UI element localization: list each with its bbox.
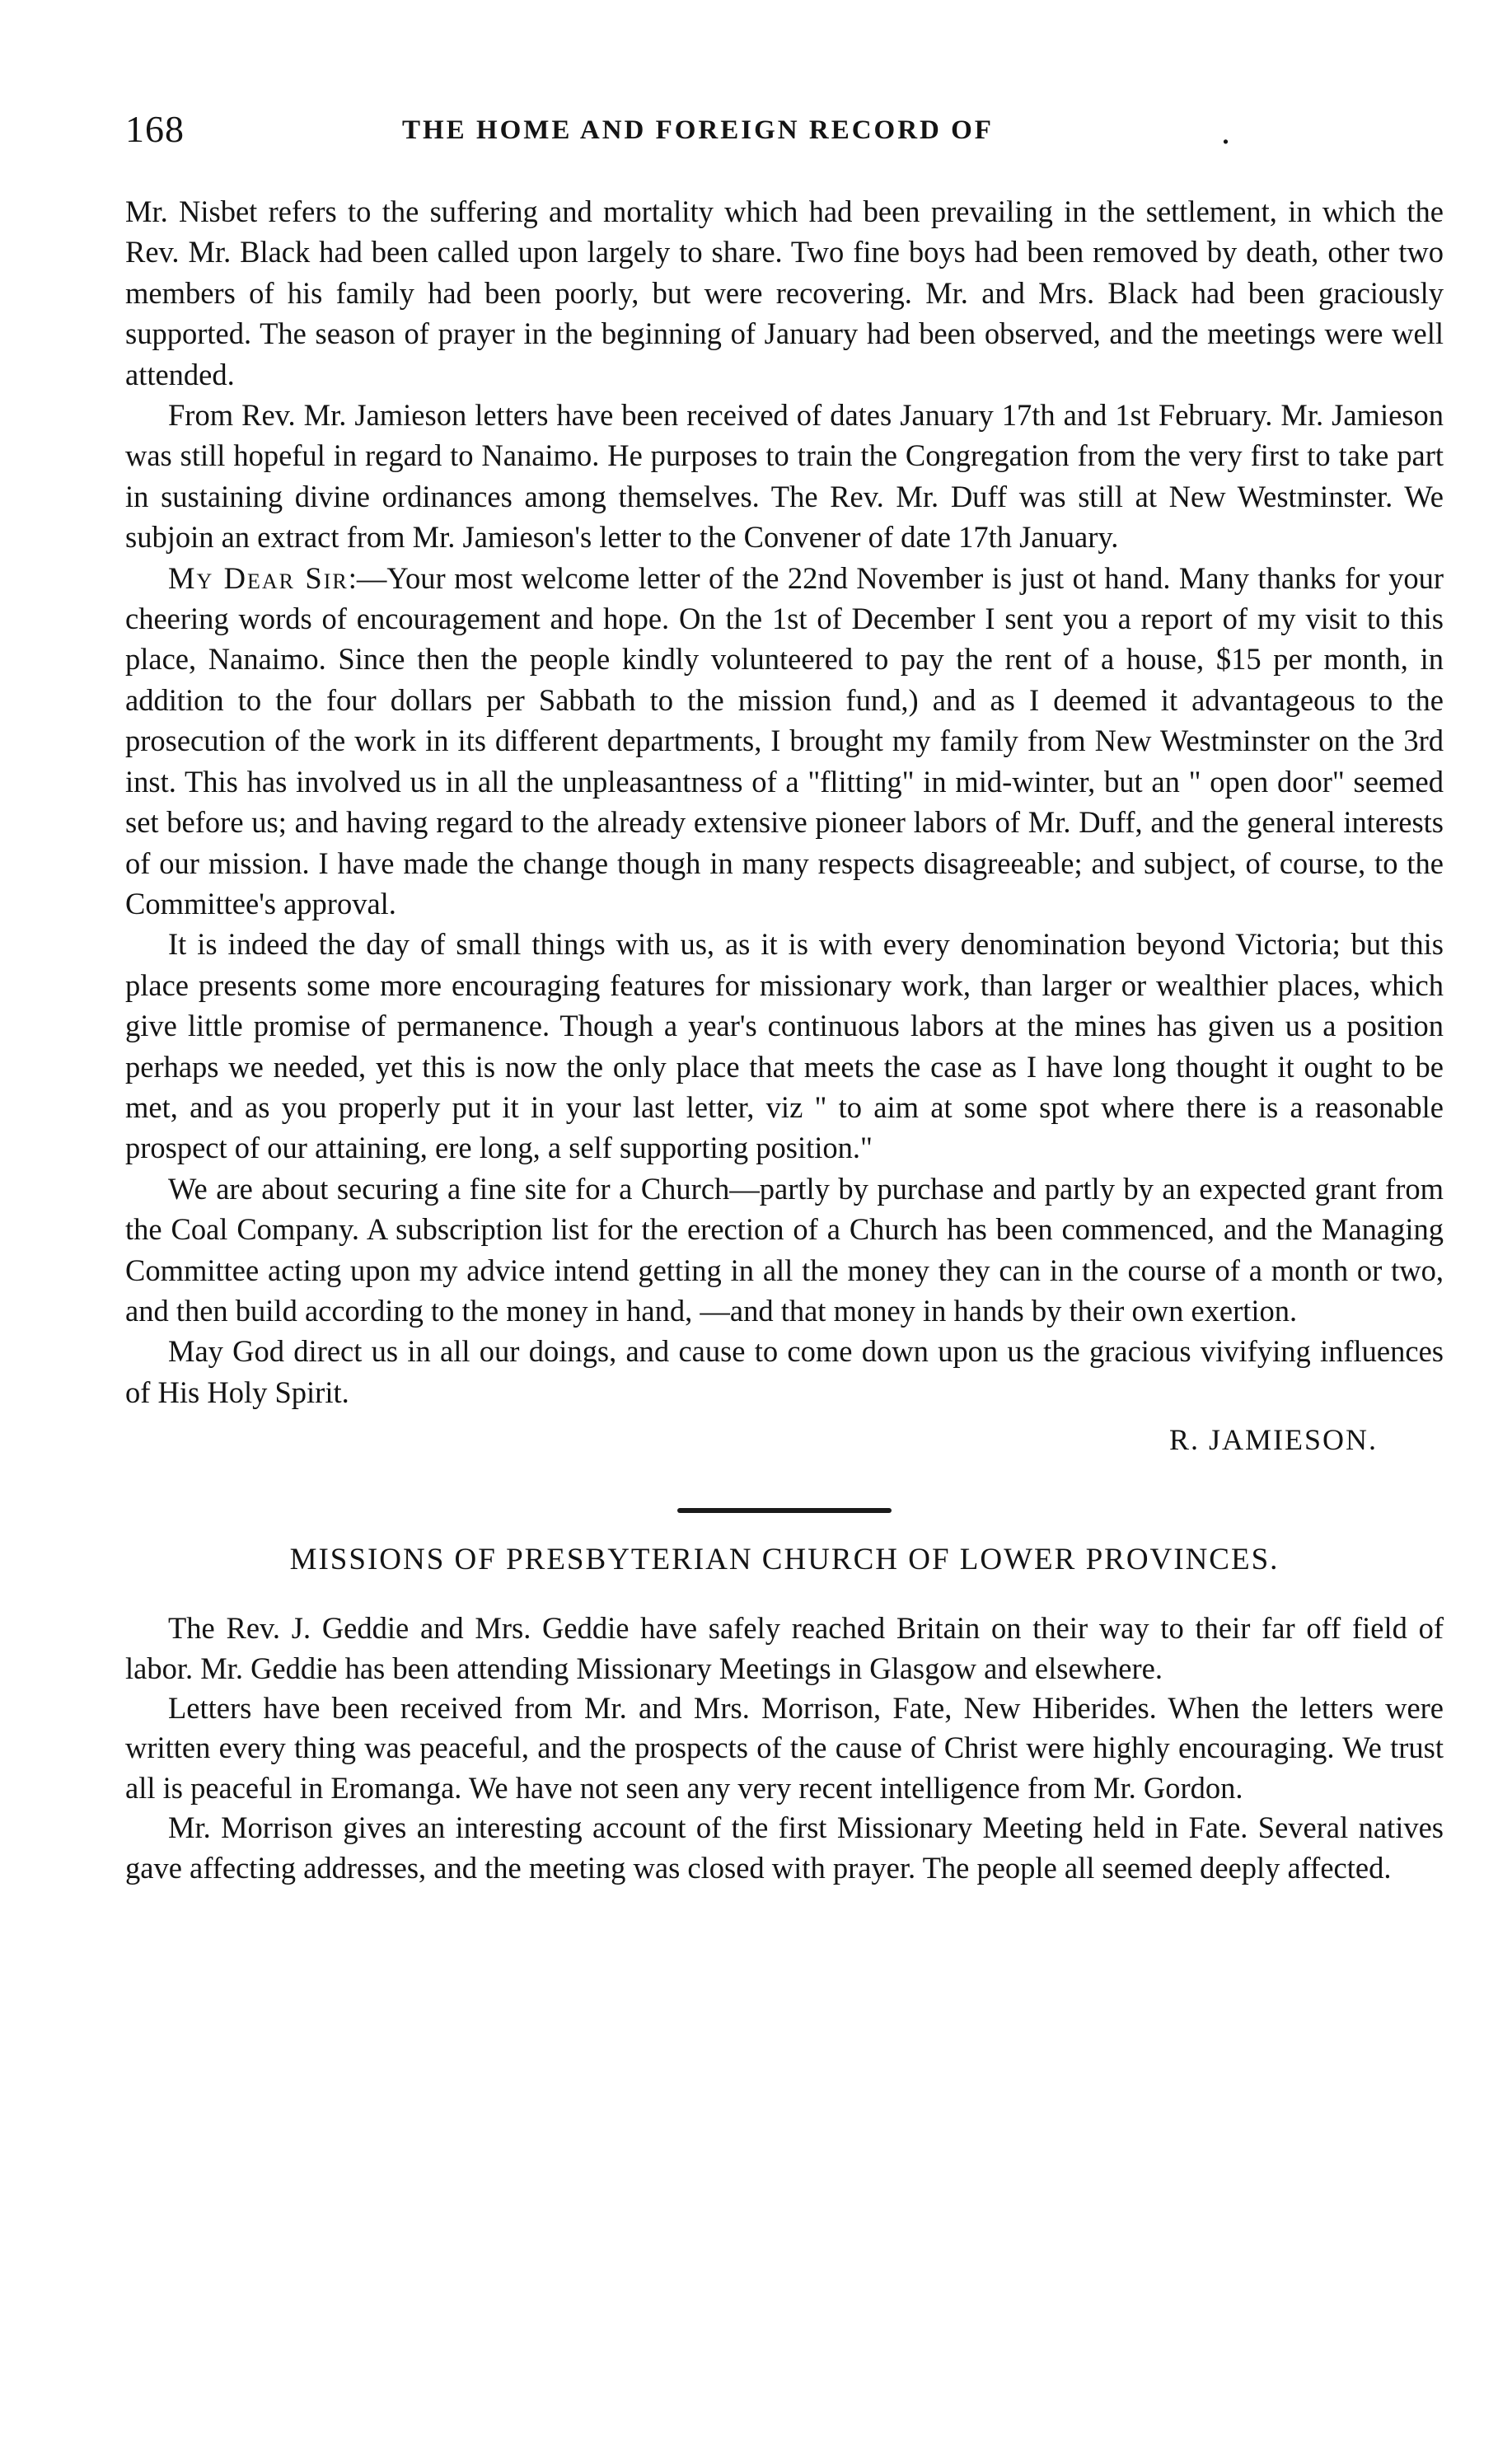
header-dot: .	[1221, 111, 1230, 152]
paragraph-letter-opening	[125, 558, 1444, 925]
paragraph-church-site: We are about securing a fine site for a Church—partly by purchase and partly by an expected grant from the Coal Company. A subscription list for the erection of a Church has been commenced, and the Managing Committee acting upon my advice intend getting in all the money they can in the course of a month or two, and then build according to the money in hand, —and that money in hands by their own exertion.	[125, 1171, 1444, 1328]
running-head	[125, 107, 1444, 165]
letter-opening-text: :—Your most welcome letter of the 22nd November is just ot hand. Many thanks for your cheering words of encouragement and hope. On the 1st of December I sent you a report of my visit to this place, Nanaimo. Since then the people kindly volunteered to pay the rent of a house, $15 per month, in addition to the four dollars per Sabbath to the mission fund,) and as I deemed it advantageous to the prosecution of the work in its different departments, I brought my family from New Westminster on the 3rd inst. This has involved us in all the unpleasantness of a "flitting" in mid-winter, but an " open door" seemed set before us; and having regard to the already extensive pioneer labors of Mr. Duff, and the general interests of our mission. I have made the change though in many respects disagreeable; and subject, of course, to the Committee's approval.	[125, 560, 1444, 920]
salutation: My Dear Sir	[168, 560, 349, 595]
page-number: 168	[125, 108, 185, 150]
paragraph-jamieson-letters: From Rev. Mr. Jamieson letters have been received of dates January 17th and 1st February. Mr. Jamieson was still hopeful in regard to Nanaimo. He purposes to train the Congregation from the very first to take part in sustaining divine ordinances among themselves. The Rev. Mr. Duff was still at New Westminster. We subjoin an extract from Mr. Jamieson's letter to the Convener of date 17th January.	[125, 398, 1444, 555]
paragraph-geddie: The Rev. J. Geddie and Mrs. Geddie have safely reached Britain on their way to their far off field of labor. Mr. Geddie has been attending Missionary Meetings in Glasgow and elsewhere.	[125, 1611, 1444, 1685]
section-heading: MISSIONS OF PRESBYTERIAN CHURCH OF LOWER PROVINCES.	[289, 1543, 1280, 1577]
paragraph-small-things: It is indeed the day of small things with us, as it is with every denomination beyond Victoria; but this place presents some more encouraging features for missionary work, than larger or wealthier places, which give little promise of permanence. Though a year's continuous labors at the mines has given us a position perhaps we needed, yet this is now the only place that meets the case as I have long thought it ought to be met, and as you properly put it in your last letter, viz " to aim at some spot where there is a reasonable prospect of our attaining, ere long, a self supporting position."	[125, 927, 1444, 1165]
paragraph-missionary-meeting: Mr. Morrison gives an interesting account of the first Missionary Meeting held in Fate. Several natives gave affecting addresses, and the meeting was closed with prayer. The people all seemed deeply affected.	[125, 1810, 1444, 1885]
paragraph-prayer: May God direct us in all our doings, and cause to come down upon us the gracious vivifying influences of His Holy Spirit.	[125, 1334, 1444, 1409]
letter-extract	[125, 191, 1444, 1460]
section-divider	[677, 1508, 892, 1513]
running-head-title: THE HOME AND FOREIGN RECORD OF	[402, 115, 994, 145]
missions-section	[125, 1609, 1444, 1888]
page	[125, 107, 1444, 1888]
paragraph-nisbet-report: Mr. Nisbet refers to the suffering and mortality which had been prevailing in the settlement, in which the Rev. Mr. Black had been called upon largely to share. Two fine boys had been removed by death, other two members of his family had been poorly, but were recovering. Mr. and Mrs. Black had been graciously supported. The season of prayer in the beginning of January had been observed, and the meetings were well attended.	[125, 194, 1444, 391]
paragraph-morrison-letters: Letters have been received from Mr. and Mrs. Morrison, Fate, New Hiberides. When the letters were written every thing was peaceful, and the prospects of the cause of Christ were highly encouraging. We trust all is peaceful in Eromanga. We have not seen any very recent intelligence from Mr. Gordon.	[125, 1691, 1444, 1805]
signature: R. JAMIESON.	[1168, 1423, 1378, 1457]
